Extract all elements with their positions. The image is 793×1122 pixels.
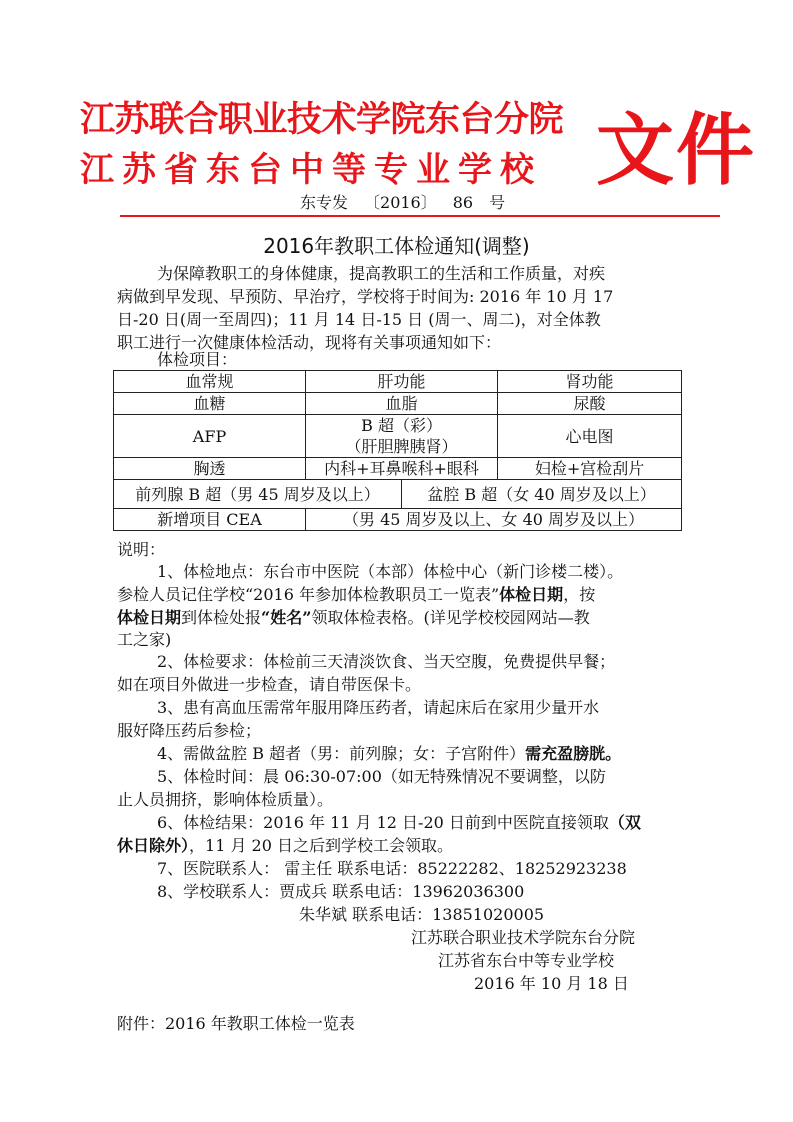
note-8-school-contact-2: 朱华斌 联系电话：13851020005 [299,905,545,924]
table-cell: AFP [114,415,306,458]
table-cell: 新增项目 CEA [114,509,306,531]
table-cell: 内科+耳鼻喉科+眼科 [306,458,498,480]
org-name-line2: 江苏省东台中等专业学校 [80,150,542,190]
text: 6、体检结果：2016 年 11 月 12 日-20 日前到中医院直接领取 [157,813,609,832]
bold-text: （双 [608,813,641,832]
document-number [300,190,521,213]
table-row [114,458,682,480]
table-row [114,480,682,509]
doc-no-prefix: 东专发 [300,193,349,212]
intro-line-3: 日-20 日(周一至周四)；11 月 14 日-15 日 (周一、周二)，对全体教 [117,310,601,329]
text: 4、需做盆腔 B 超者（男：前列腺；女：子宫附件） [157,744,526,763]
note-2-line-1: 2、体检要求：体检前三天清淡饮食、当天空腹，免费提供早餐； [157,652,616,671]
table-cell: 胸透 [114,458,306,480]
note-4-line-1 [157,742,621,765]
document-type-label: 文件 [596,105,757,196]
table-cell: 前列腺 B 超（男 45 周岁及以上） [114,480,402,509]
text: 到体检处报 [181,608,262,627]
notes-heading: 说明： [117,540,166,559]
signature-org-1: 江苏联合职业技术学院东台分院 [411,928,636,947]
text: ，按 [563,585,596,604]
table-cell: 妇检+宫检刮片 [498,458,682,480]
bold-text: “姓名” [261,608,312,627]
note-1-line-2 [117,583,595,606]
bold-text: 体检日期 [117,608,182,627]
cell-line: B 超（彩） [361,416,442,435]
bold-text: 休日除外） [117,836,190,855]
table-cell: 肝功能 [306,371,498,393]
table-cell: 尿酸 [498,393,682,415]
header-divider [120,215,720,217]
note-5-line-1: 5、体检时间：晨 06:30-07:00（如无特殊情况不要调整，以防 [157,767,606,786]
table-cell: 血常规 [114,371,306,393]
note-6-line-2 [117,834,453,857]
note-2-line-2: 如在项目外做进一步检查，请自带医保卡。 [117,675,422,694]
intro-line-2: 病做到早发现、早预防、早治疗，学校将于时间为: 2016 年 10 月 17 [117,287,614,306]
signature-date: 2016 年 10 月 18 日 [474,974,629,993]
table-row [114,393,682,415]
text: 领取体检表格。(详见学校校园网站—教 [311,608,590,627]
bold-text: 需充盈膀胱。 [525,744,622,763]
note-1-line-3 [117,606,590,629]
cell-line: （肝胆脾胰肾） [345,437,458,456]
note-8-school-contact: 8、学校联系人：贾成兵 联系电话：13962036300 [157,882,525,901]
note-3-line-2: 服好降压药后参检； [117,721,262,740]
table-row [114,415,682,458]
intro-line-4: 职工进行一次健康体检活动，现将有关事项通知如下： [117,333,502,352]
table-cell: 心电图 [498,415,682,458]
org-name-line1: 江苏联合职业技术学院东台分院 [80,99,564,140]
table-cell: 血脂 [306,393,498,415]
table-cell [306,415,498,458]
table-cell: 盆腔 B 超（女 40 周岁及以上） [402,480,682,509]
table-row [114,509,682,531]
doc-no-num: 86 [452,193,474,212]
table-row [114,371,682,393]
note-3-line-1: 3、患有高血压需常年服用降压药者，请起床后在家用少量开水 [157,698,600,717]
note-1-line-4: 工之家) [117,630,172,649]
text: ，11 月 20 日之后到学校工会领取。 [189,836,453,855]
note-7-hospital-contact: 7、医院联系人： 雷主任 联系电话：85222282、18252923238 [157,859,627,878]
doc-no-suffix: 号 [489,193,506,212]
bold-text: 体检日期 [499,585,564,604]
note-1-line-1: 1、体检地点：东台市中医院（本部）体检中心（新门诊楼二楼）。 [157,562,624,581]
text: 参检人员记住学校“2016 年参加体检教职员工一览表” [117,585,500,604]
items-label: 体检项目： [157,350,238,369]
signature-org-2: 江苏省东台中等专业学校 [438,951,615,970]
note-6-line-1 [157,811,641,834]
intro-line-1: 为保障教职工的身体健康，提高教职工的生活和工作质量，对疾 [157,264,606,283]
table-cell: 肾功能 [498,371,682,393]
table-cell: （男 45 周岁及以上、女 40 周岁及以上） [306,509,682,531]
document-title: 2016年教职工体检通知(调整) [263,234,530,258]
attachment-note: 附件：2016 年教职工体检一览表 [117,1014,355,1033]
exam-items-table [113,370,682,531]
doc-no-year: 〔2016〕 [364,193,437,212]
table-cell: 血糖 [114,393,306,415]
note-5-line-2: 止人员拥挤，影响体检质量）。 [117,790,334,809]
